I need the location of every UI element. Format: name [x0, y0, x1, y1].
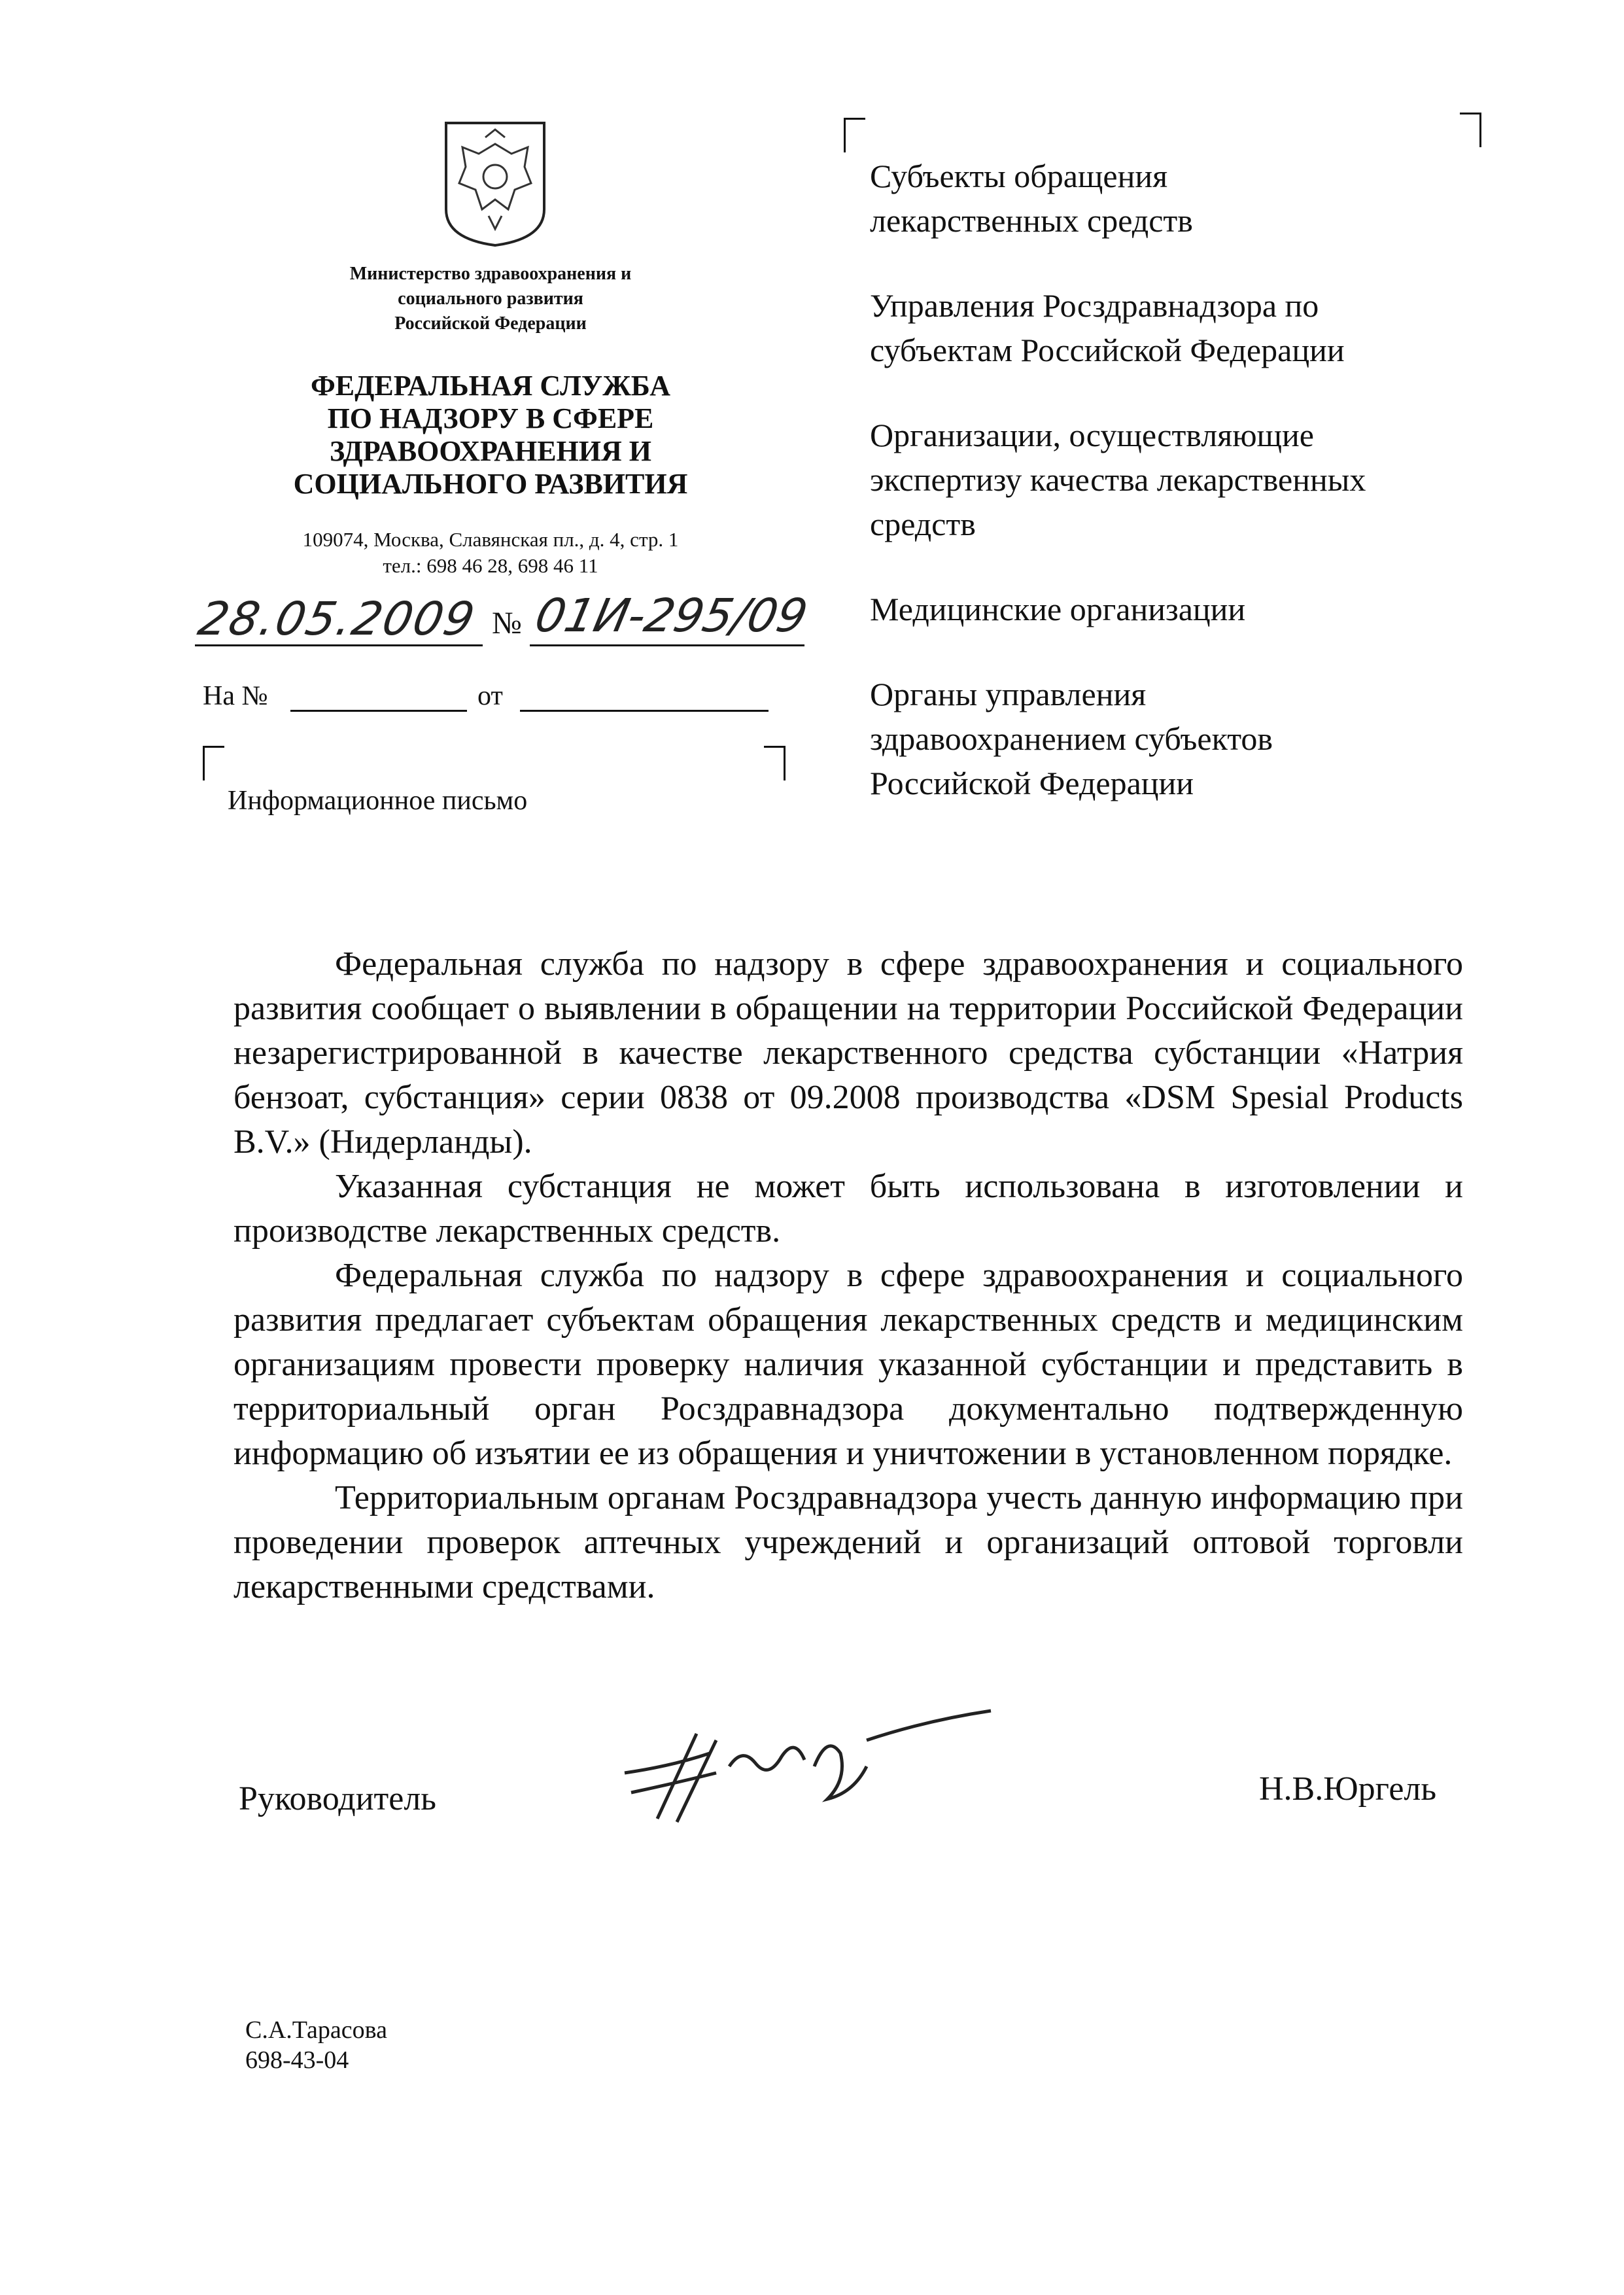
body-paragraph: Указанная субстанция не может быть использована в изготовлении и производстве лекарственных средств.: [233, 1168, 1463, 1250]
reply-from-label: от: [477, 681, 503, 711]
coat-of-arms-emblem: [440, 118, 551, 249]
recipients-bracket-left: [844, 118, 865, 152]
recipients-list: [870, 154, 1524, 846]
recipient-line: Субъекты обращения: [870, 158, 1168, 194]
ministry-line: Министерство здравоохранения и: [349, 264, 632, 284]
corner-bracket-right: [764, 746, 786, 780]
handwritten-number: 01И-295/09: [530, 589, 812, 642]
service-line: СОЦИАЛЬНОГО РАЗВИТИЯ: [293, 468, 688, 500]
signatory-name: Н.В.Юргель: [1259, 1770, 1437, 1808]
number-sign: №: [492, 606, 522, 640]
recipient: [870, 672, 1524, 805]
reply-to-line: [290, 710, 467, 712]
body-paragraph: Территориальным органам Росздравнадзора учесть данную информацию при проведении проверок аптечных учреждений и организаций оптовой торговли лекарственными средствами.: [233, 1479, 1463, 1605]
executor-block: [245, 2015, 387, 2075]
recipient-line: Органы управления: [870, 676, 1147, 712]
phone: тел.: 698 46 28, 698 46 11: [383, 554, 598, 577]
recipient: [870, 283, 1524, 372]
recipient: [870, 587, 1524, 631]
signatory-title: Руководитель: [239, 1780, 436, 1817]
recipient-line: Организации, осуществляющие: [870, 417, 1315, 453]
recipient-line: субъектам Российской Федерации: [870, 332, 1345, 368]
corner-bracket-left: [203, 746, 224, 780]
service-name: [222, 370, 759, 500]
executor-phone: 698-43-04: [245, 2046, 349, 2074]
ministry-line: Российской Федерации: [394, 313, 587, 334]
letter-type: Информационное письмо: [228, 786, 528, 816]
recipient-line: средств: [870, 506, 976, 542]
service-line: ЗДРАВООХРАНЕНИЯ И: [329, 435, 651, 467]
number-underline: [530, 644, 804, 646]
recipient-line: Медицинские организации: [870, 591, 1246, 627]
address-block: [235, 527, 746, 579]
service-line: ПО НАДЗОРУ В СФЕРЕ: [327, 402, 654, 434]
handwritten-signature: [618, 1694, 1011, 1832]
service-line: ФЕДЕРАЛЬНАЯ СЛУЖБА: [311, 370, 670, 402]
recipient-line: лекарственных средств: [870, 202, 1193, 239]
executor-name: С.А.Тарасова: [245, 2016, 387, 2044]
handwritten-date: 28.05.2009: [194, 592, 481, 646]
date-underline: [195, 644, 483, 646]
address: 109074, Москва, Славянская пл., д. 4, стр. 1: [302, 528, 679, 551]
body-paragraph: Федеральная служба по надзору в сфере здравоохранения и социального развития предлагает субъектам обращения лекарственных средств и медицинским организациям провести проверку наличия указанной субстанции и представить в территориальный орган Росздравнадзора документально подтвержденную информацию об изъятии ее из обращения и уничтожении в установленном порядке.: [233, 1257, 1463, 1472]
recipient: [870, 154, 1524, 243]
reply-from-line: [520, 710, 769, 712]
reply-to-label: На №: [203, 681, 268, 711]
body-paragraph: Федеральная служба по надзору в сфере здравоохранения и социального развития сообщает о выявлении в обращении на территории Российской Федерации незарегистрированной в качестве лекарственного средства субстанции «Натрия бензоат, субстанция» серии 0838 от 09.2008 производства «DSM Spesial Products B.V.» (Нидерланды).: [233, 945, 1463, 1161]
recipients-bracket-right: [1460, 113, 1481, 147]
ministry-name: [235, 262, 746, 336]
recipient: [870, 413, 1524, 546]
recipient-line: Управления Росздравнадзора по: [870, 287, 1319, 324]
recipient-line: здравоохранением субъектов: [870, 720, 1273, 757]
recipient-line: экспертизу качества лекарственных: [870, 461, 1366, 498]
letter-body: [233, 942, 1463, 1609]
ministry-line: социального развития: [398, 289, 583, 309]
recipient-line: Российской Федерации: [870, 765, 1194, 801]
